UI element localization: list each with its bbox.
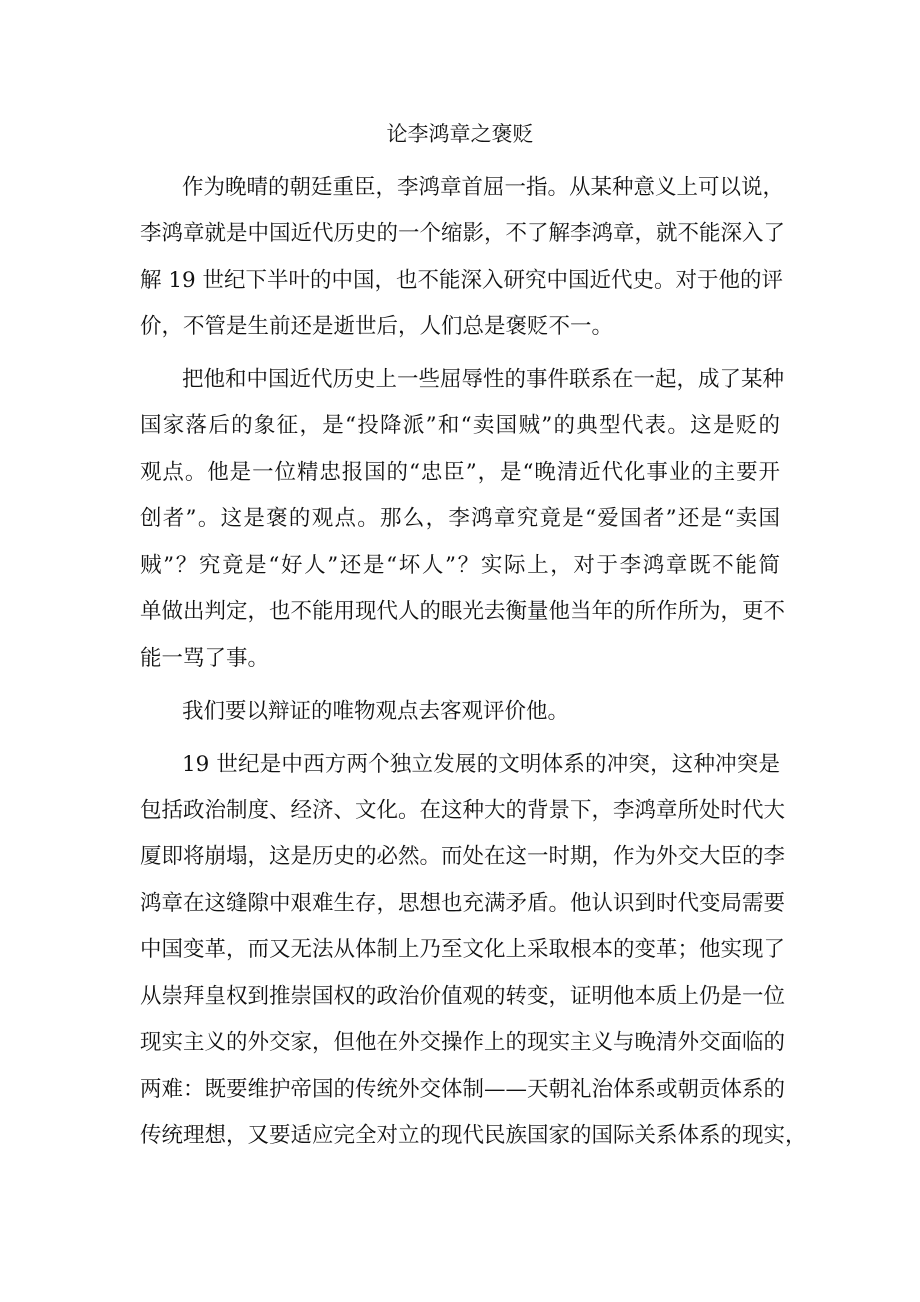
- text-line: 两难：既要维护帝国的传统外交体制——天朝礼治体系或朝贡体系的: [140, 1077, 786, 1102]
- text-line: 把他和中国近代历史上一些屈辱性的事件联系在一起，成了某种: [182, 367, 785, 392]
- text-line: 观点。他是一位精忠报国的“忠臣”，是“晚清近代化事业的主要开: [140, 460, 780, 485]
- text-line: 解 19 世纪下半叶的中国，也不能深入研究中国近代史。对于他的评: [140, 268, 784, 293]
- text-line: 19 世纪是中西方两个独立发展的文明体系的冲突，这种冲突是: [182, 752, 780, 777]
- text-line: 厦即将崩塌，这是历史的必然。而处在这一时期，作为外交大臣的李: [140, 844, 786, 869]
- text-line: 国家落后的象征，是“投降派”和“卖国贼”的典型代表。这是贬的: [140, 413, 780, 438]
- text-line: 鸿章在这缝隙中艰难生存，思想也充满矛盾。他认识到时代变局需要: [140, 891, 786, 916]
- text-line: 贼”？究竟是“好人”还是“坏人”？实际上，对于李鸿章既不能简: [140, 553, 780, 578]
- text-line: 能一骂了事。: [140, 646, 270, 671]
- text-line: 中国变革，而又无法从体制上乃至文化上采取根本的变革；他实现了: [140, 937, 786, 962]
- text-line: 传统理想，又要适应完全对立的现代民族国家的国际关系体系的现实，: [140, 1123, 807, 1148]
- text-line: 现实主义的外交家，但他在外交操作上的现实主义与晚清外交面临的: [140, 1030, 786, 1055]
- text-line: 李鸿章就是中国近代历史的一个缩影，不了解李鸿章，就不能深入了: [140, 221, 786, 246]
- text-line: 价，不管是生前还是逝世后，人们总是褒贬不一。: [140, 314, 614, 339]
- text-line: 我们要以辩证的唯物观点去客观评价他。: [182, 699, 570, 724]
- document-title: 论李鸿章之褒贬: [386, 122, 534, 146]
- text-line: 包括政治制度、经济、文化。在这种大的背景下，李鸿章所处时代大: [140, 798, 786, 823]
- text-line: 单做出判定，也不能用现代人的眼光去衡量他当年的所作所为，更不: [140, 599, 786, 624]
- text-line: 创者”。这是褒的观点。那么，李鸿章究竟是“爱国者”还是“卖国: [140, 506, 780, 531]
- text-line: 从崇拜皇权到推崇国权的政治价值观的转变，证明他本质上仍是一位: [140, 984, 786, 1009]
- text-line: 作为晚晴的朝廷重臣，李鸿章首屈一指。从某种意义上可以说，: [182, 175, 785, 200]
